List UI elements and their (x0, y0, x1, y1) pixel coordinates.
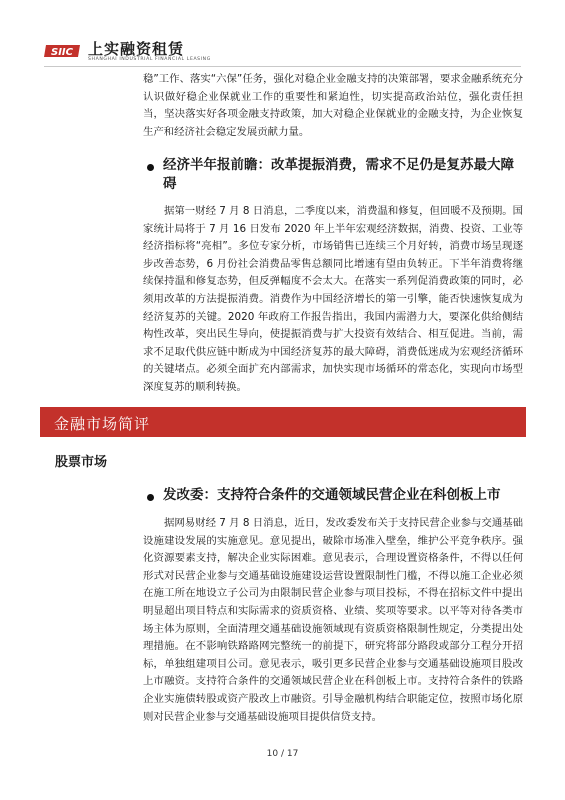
page-header (0, 0, 565, 70)
section-title: 金融市场简评 (54, 415, 151, 433)
intro-paragraph: 稳”工作、落实“六保”任务，强化对稳企业金融支持的决策部署，要求金融系统充分认识做好稳企业保就业工作的重要性和紧迫性，切实提高政治站位，强化责任担当，坚决落实好各项金融支持政策，加大对稳企业保就业的金融支持，为企业恢复生产和经济社会稳定发展贡献力量。 (143, 73, 523, 138)
page-number: 10 / 17 (266, 749, 299, 759)
company-name: 上实融资租赁 (88, 40, 185, 58)
bullet-icon (147, 494, 154, 501)
news-paragraph-economy: 据第一财经 7 月 8 日消息，二季度以来，消费温和修复，但回暖不及预期。国家统计局将于 7 月 16 日发布 2020 年上半年宏观经济数据，消费、投资、工业等经济指标将“亮相”。多位专家分析，市场销售已连续三个月好转，消费市场呈现逐步改善态势，6 月份社会消费品零售总额同比增速有望由负转正。下半年消费将继续保持温和修复态势，但反弹幅度不会太大。在落实一系列促消费政策的同时，必须用改革的方法提振消费。消费作为中国经济增长的第一引擎，能否快速恢复成为经济复苏的关键。2020 年政府工作报告指出，我国内需潜力大，要深化供给侧结构性改革，突出民生导向，使提振消费与扩大投资有效结合、相互促进。当前，需求不足取代供应链中断成为中国经济复苏的最大障碍，消费低迷成为宏观经济循环的关键堵点。必须全面扩充内部需求，加快实现市场循环的常态化，实现向市场型深度复苏的顺利转换。 (143, 205, 523, 393)
header-divider (44, 66, 521, 67)
bullet-icon (147, 164, 154, 171)
news-paragraph-ndrc: 据网易财经 7 月 8 日消息，近日，发改委发布关于支持民营企业参与交通基础设施建设发展的实施意见。意见提出，破除市场准入壁垒，维护公平竞争秩序。强化资源要素支持，解决企业实际困难。意见表示，合理设置资格条件，不得以任何形式对民营企业参与交通基础设施建设运营设置限制性门槛，不得以施工企业必须在施工所在地设立子公司为由限制民营企业参与项目投标，不得在招标文件中提出明显超出项目特点和实际需求的资质资格、业绩、奖项等要求。以平等对待各类市场主体为原则，全面清理交通基础设施领域现有资质资格限制性规定，分类提出处理措施。在不影响铁路路网完整统一的前提下，研究将部分路段或部分工程分开招标，单独组建项目公司。意见表示，吸引更多民营企业参与交通基础设施项目股改上市融资。支持符合条件的交通领域民营企业在科创板上市。支持符合条件的铁路企业实施债转股或资产股改上市融资。引导金融机构结合职能定位，按照市场化原则对民营企业参与交通基础设施项目提供信贷支持。 (143, 517, 523, 723)
svg-text:SIIC: SIIC (51, 47, 73, 58)
company-name-en: SHANGHAI INDUSTRIAL FINANCIAL LEASING (88, 57, 211, 62)
news-heading-ndrc: 发改委：支持符合条件的交通领域民营企业在科创板上市 (163, 487, 501, 503)
news-heading-economy: 经济半年报前瞻：改革提振消费，需求不足仍是复苏最大障碍 (163, 157, 514, 192)
subsection-title: 股票市场 (55, 455, 108, 470)
company-logo-icon (44, 41, 82, 61)
